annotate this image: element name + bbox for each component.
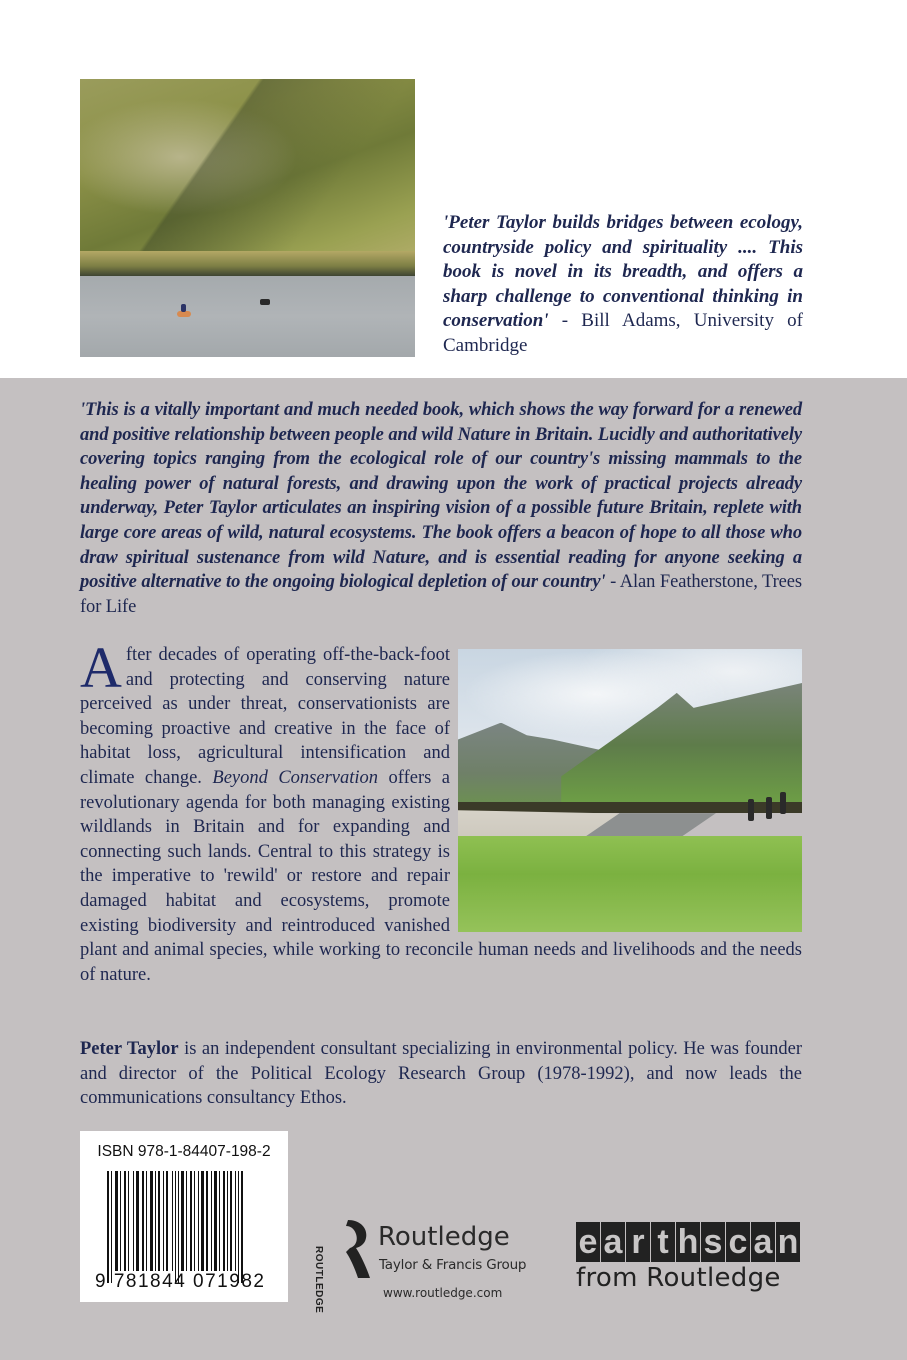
walker [748, 799, 754, 821]
blurb-text-1: fter decades of operating off-the-back-foot and protecting and conserving nature perceived as under threat, conservationists are becoming proactive and creative in the face of habitat loss, agricultural intensification and climate change. [80, 645, 450, 788]
earthscan-letter: e [576, 1222, 600, 1262]
earthscan-letter: a [601, 1222, 625, 1262]
earthscan-letter: n [777, 1223, 799, 1261]
grassland [458, 836, 802, 932]
lake-hillside-photo [80, 79, 415, 357]
barcode-bars [107, 1171, 262, 1281]
endorsement-quote-adams [443, 211, 803, 358]
publisher-name: Routledge [378, 1222, 510, 1252]
earthscan-letter: s [701, 1222, 725, 1262]
earthscan-letter: h [677, 1223, 699, 1261]
lake-water [80, 276, 415, 357]
barcode-digits [95, 1271, 275, 1293]
barcode-digits-left: 781844 [113, 1271, 187, 1292]
drop-cap: A [80, 635, 122, 700]
book-title: Beyond Conservation [212, 767, 379, 788]
earthscan-letter: c [726, 1222, 750, 1262]
shoreline [80, 251, 415, 276]
canoe [260, 299, 270, 305]
publisher-group: Taylor & Francis Group [379, 1257, 527, 1273]
earthscan-letter: r [626, 1222, 650, 1262]
routledge-vertical-mark: ROUTLEDGE [313, 1246, 324, 1314]
author-bio [80, 1037, 802, 1111]
ridge-shadow [80, 79, 415, 274]
publisher-url[interactable]: www.routledge.com [383, 1286, 503, 1300]
author-bio-text: is an independent consultant specializing in environmental policy. He was founder and director of the Political Ecology Research Group (1978-1992), and now leads the communications consultancy Ethos. [80, 1039, 802, 1109]
routledge-head-icon [344, 1220, 370, 1278]
barcode-digits-right: 071982 [193, 1271, 266, 1292]
author-name: Peter Taylor [80, 1039, 179, 1059]
endorsement-quote-featherstone [80, 398, 802, 619]
barcode-digit-first: 9 [95, 1271, 108, 1292]
earthscan-logo [576, 1222, 806, 1307]
routledge-logo [313, 1218, 550, 1314]
canoe [177, 311, 191, 317]
isbn-label: ISBN 978-1-84407-198-2 [97, 1143, 271, 1160]
earthscan-letter: a [751, 1222, 775, 1262]
mountain-valley-photo [458, 649, 802, 932]
blurb-text-2: offers a revolutionary agenda for both managing existing wildlands in Britain and for expanding and connecting such lands. Central to this strategy is the imperative to 'rewild' or restore and repair damaged habitat and ecosystems, promote existing biodiversity and reintroduced vanished plant and animal species, while working to reconcile human needs and livelihoods and the needs of nature. [80, 767, 802, 985]
quote-text: 'Peter Taylor builds bridges between ecology, countryside policy and spirituality .... This book is novel in its breadth, and offers a sharp challenge to conventional thinking in conservation' [443, 212, 803, 331]
quote-attribution: - Alan Featherstone, Trees for Life [80, 572, 802, 617]
isbn-barcode [80, 1131, 288, 1302]
walker [780, 792, 786, 814]
imprint-tagline: from Routledge [576, 1263, 781, 1293]
earthscan-letter: t [651, 1222, 675, 1262]
quote-attribution: - Bill Adams, University of Cambridge [443, 310, 803, 356]
earthscan-wordmark [576, 1222, 806, 1262]
walker [766, 797, 772, 819]
quote-text: 'This is a vitally important and much needed book, which shows the way forward for a renewed and positive relationship between people and wild Nature in Britain. Lucidly and authoritatively covering topics ranging from the ecological role of our country's missing mammals to the healing power of natural forests, and drawing upon the work of practical projects already underway, Peter Taylor articulates an inspiring vision of a possible future Britain, replete with large core areas of wild, natural ecosystems. The book offers a beacon of hope to all those who draw spiritual sustenance from wild Nature, and is essential reading for anyone seeking a positive alternative to the ongoing biological depletion of our country' [80, 400, 802, 593]
